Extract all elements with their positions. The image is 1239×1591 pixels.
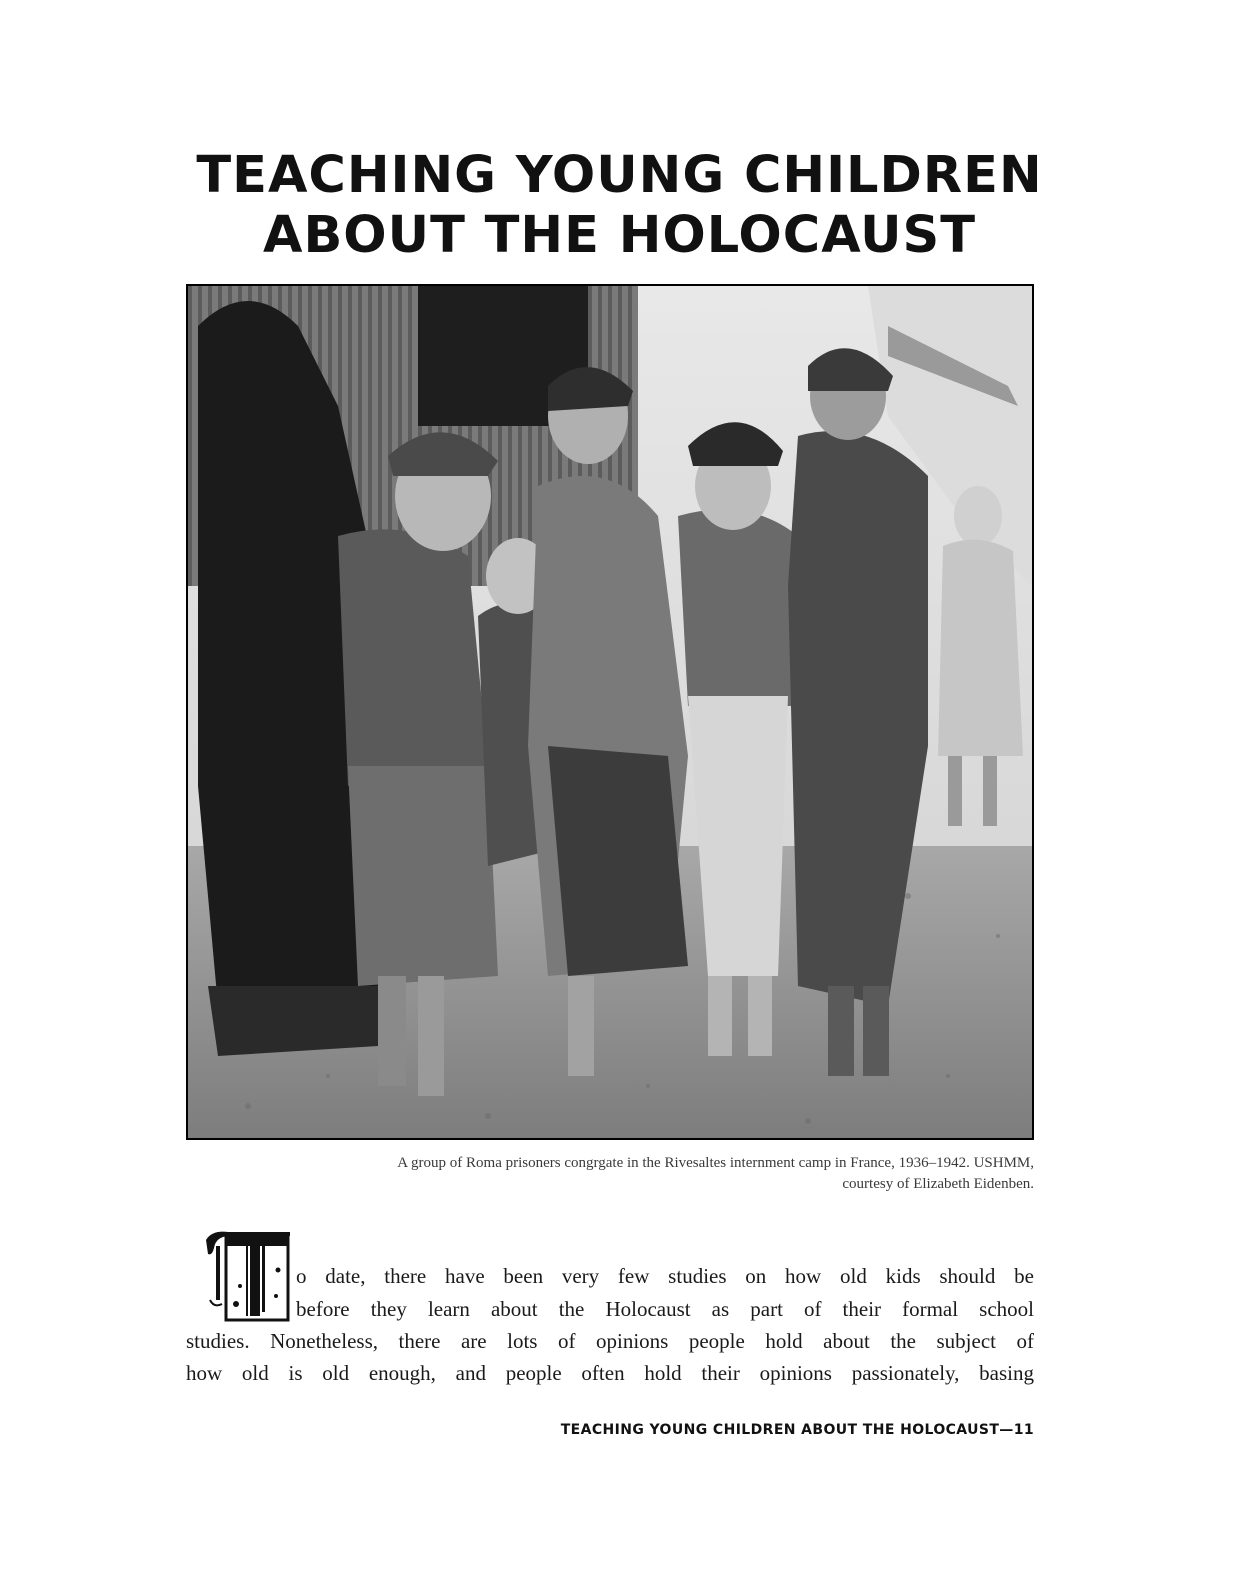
photo-caption-line-2: courtesy of Elizabeth Eidenben. [842, 1176, 1034, 1192]
body-text-line: how old is old enough, and people often hold their opinions passionately, basing [186, 1361, 1034, 1385]
historical-photograph [186, 284, 1034, 1140]
running-footer: TEACHING YOUNG CHILDREN ABOUT THE HOLOCAUST—11 [560, 1422, 1034, 1438]
photo-caption-line-1: A group of Roma prisoners congrgate in the Rivesaltes internment camp in France, 1936–1942. USHMM, [397, 1155, 1034, 1171]
decorative-drop-cap [202, 1226, 294, 1322]
page-title-line-1: TEACHING YOUNG CHILDREN [196, 146, 1043, 205]
body-text-line: studies. Nonetheless, there are lots of opinions people hold about the subject of [186, 1329, 1034, 1353]
page-title-line-2: ABOUT THE HOLOCAUST [262, 206, 977, 265]
body-text-line: before they learn about the Holocaust as part of their formal school [296, 1297, 1034, 1321]
body-text-line: o date, there have been very few studies on how old kids should be [296, 1264, 1034, 1288]
